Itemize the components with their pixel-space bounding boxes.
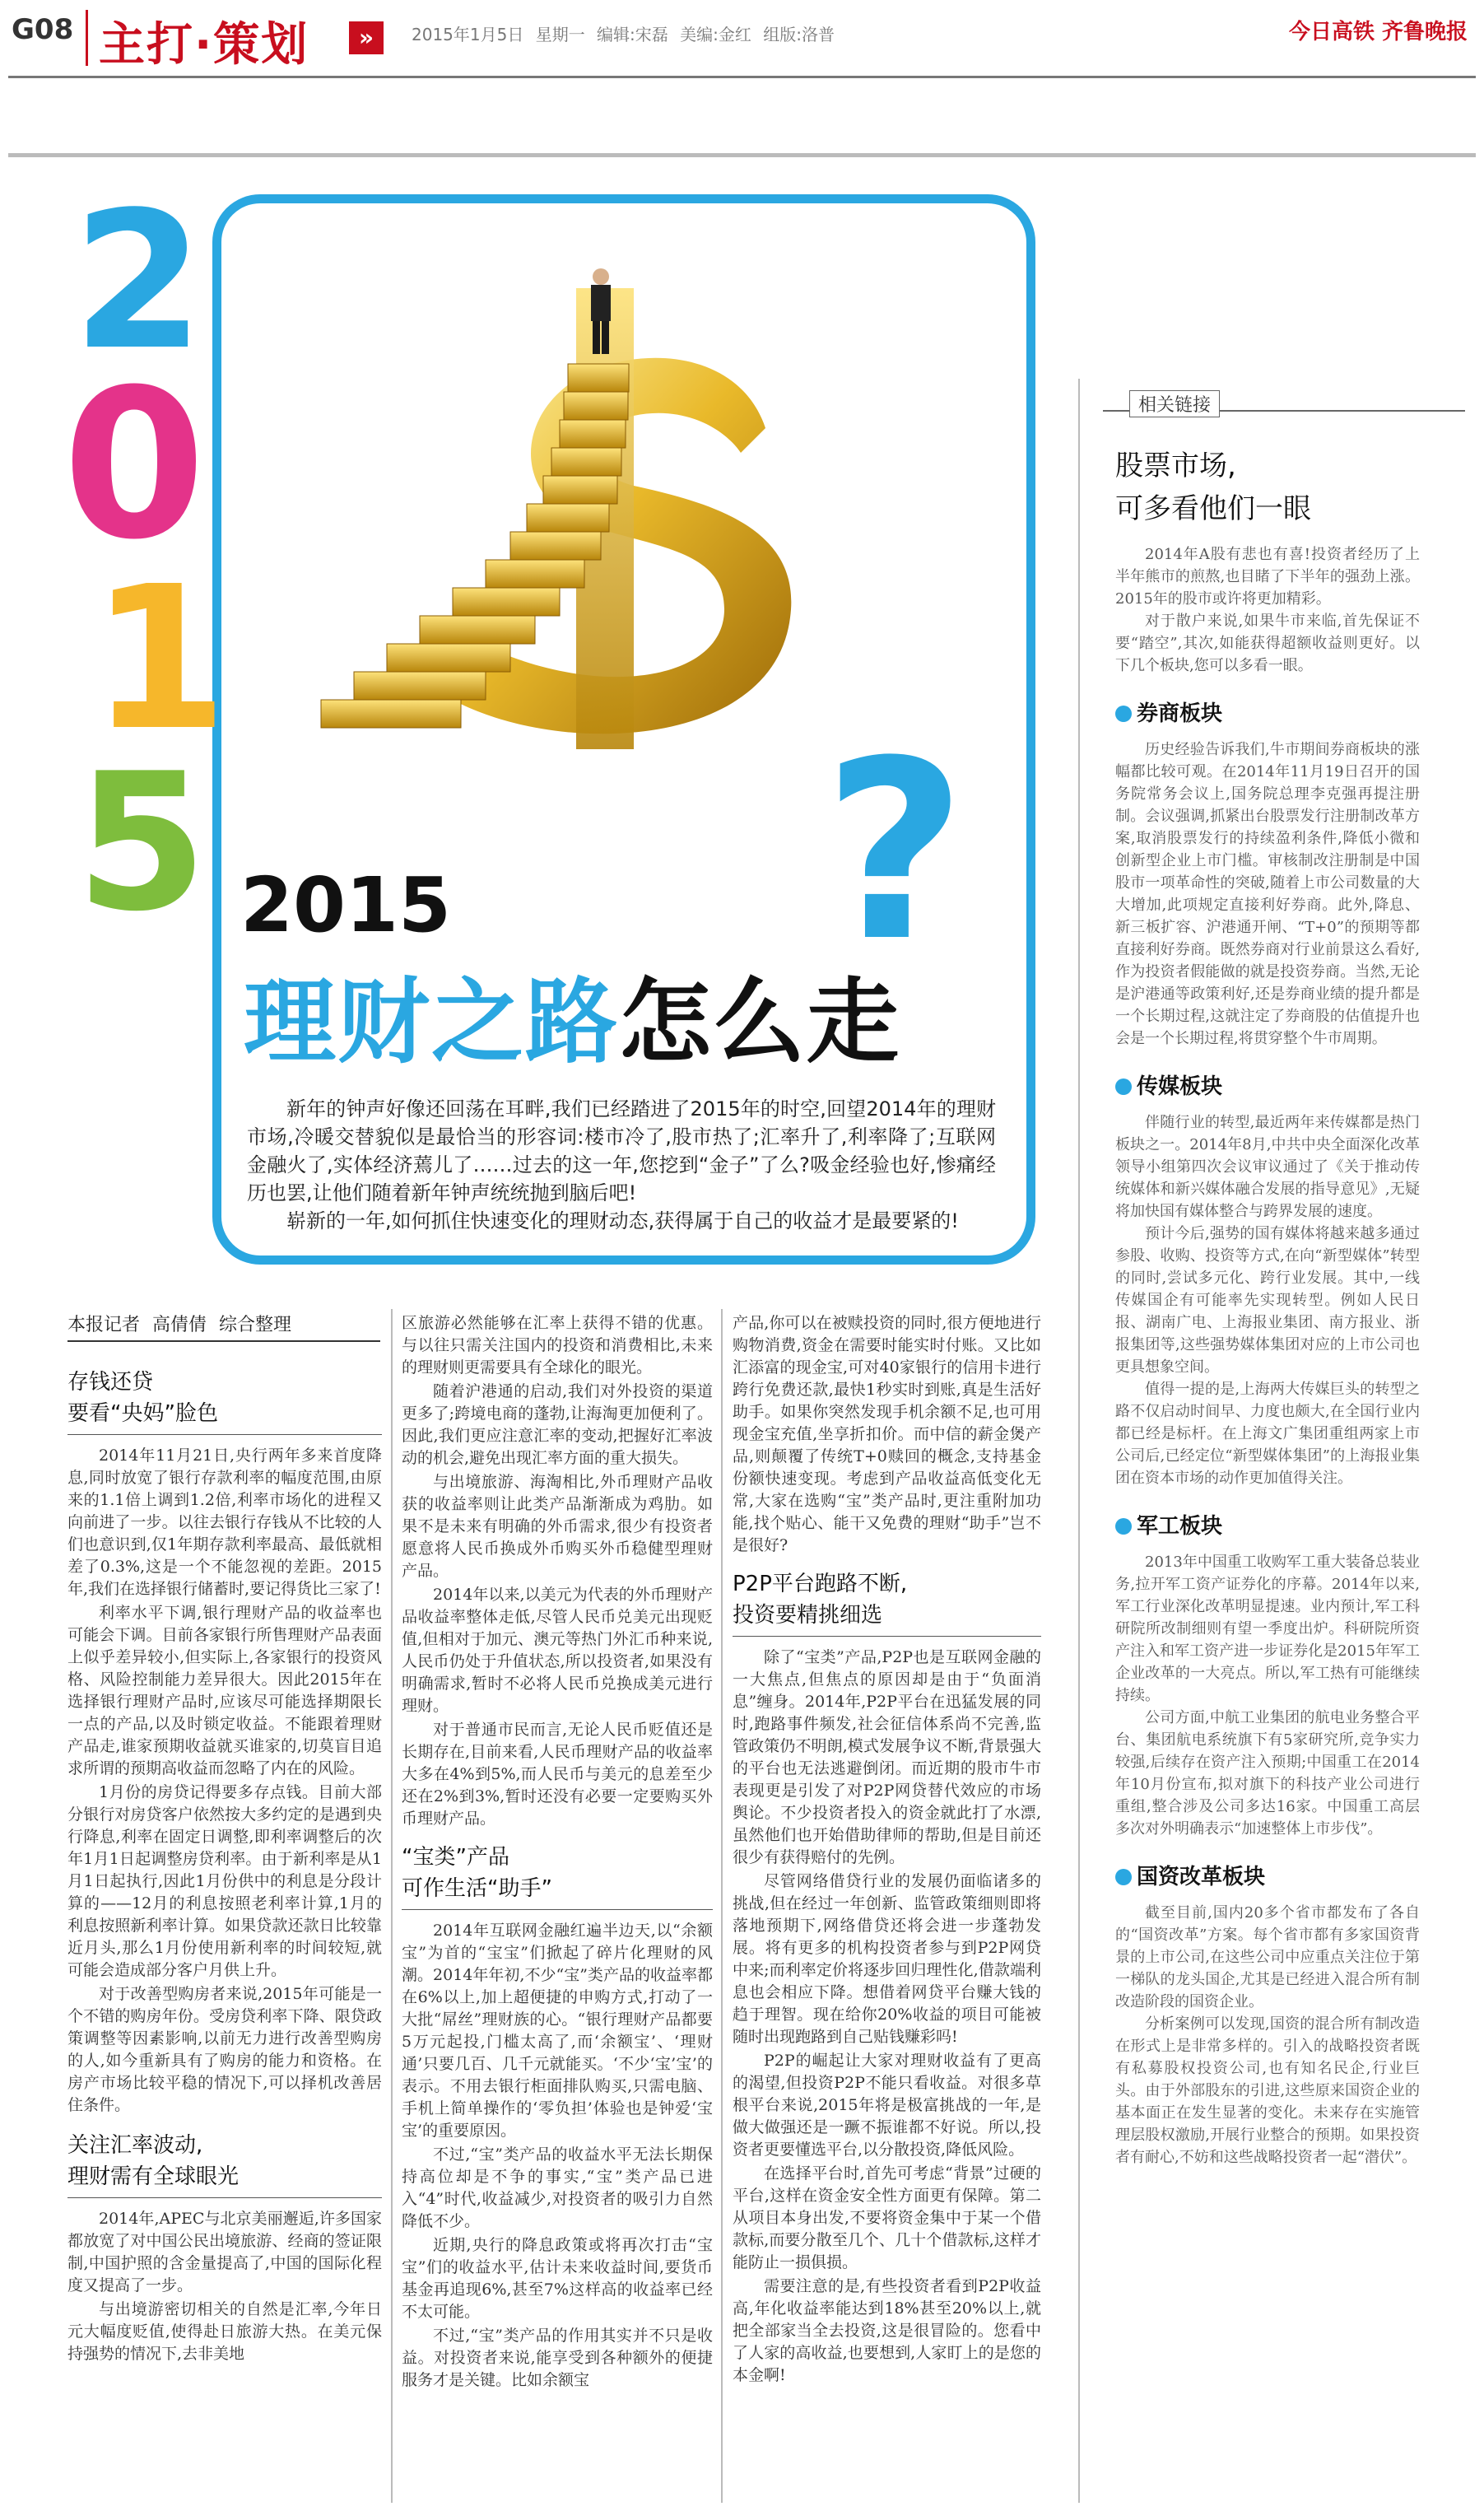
- bullet-dot-icon: [1115, 1518, 1132, 1535]
- sidebar-subheading: 券商板块: [1115, 696, 1420, 727]
- paragraph: 需要注意的是,有些投资者看到P2P收益高,年化收益率能达到18%甚至20%以上,就把全部家当全去投资,这是很冒险的。您看中了人家的高收益,也要想到,人家盯上的是您的本金啊!: [733, 2277, 1041, 2384]
- intro-paragraph: 新年的钟声好像还回荡在耳畔,我们已经踏进了2015年的时空,回望2014年的理财市场,冷暖交替貌似是最恰当的形容词:楼市冷了,股市热了;汇率升了,利率降了;互联网金融火了,实体经济蔫儿了……过去的这一年,您挖到“金子”了么?吸金经验也好,惨痛经历也罢,让他们随着新年钟声统统抛到脑后吧!: [247, 1097, 996, 1204]
- header-meta: 2015年1月5日 星期一 编辑:宋磊 美编:金红 组版:洛普: [412, 25, 835, 44]
- sidebar-section: 截至目前,国内20多个省市都发布了各自的“国资改革”方案。每个省市都有多家国资背景的上市公司,在这些公司中应重点关注位于第一梯队的龙头国企,尤其是已经进入混合所有制改造阶段的国资企业。 分析案例可以发现,国资的混合所有制改造在形式上是非常多样的。引入的战略投资者既有私募股权投资公司,也有知名民企,行业巨头。由于外部股东的引进,这些原来国资企业的基本面正在发生显著的变化。未来存在实施管理层股权激励,开展行业整合的预期。如果投资者有耐心,不妨和这些战略投资者一起“潜伏”。: [1115, 1904, 1420, 2166]
- column-divider: [391, 1309, 393, 2503]
- paragraph: 在选择平台时,首先可考虑“背景”过硬的平台,这样在资金安全性方面更有保障。第二从项目本身出发,不要将资金集中于某一个借款标,而要分散至几个、几十个借款标,这样才能防止一损俱损。: [733, 2164, 1041, 2271]
- bullet-dot-icon: [1115, 1869, 1132, 1885]
- paragraph: 与出境旅游、海淘相比,外币理财产品收获的收益率则让此类产品渐渐成为鸡肋。如果不是未来有明确的外币需求,很少有投资者愿意将人民币换成外币购买外币稳健型理财产品。: [402, 1473, 713, 1580]
- headline-year: 2015: [240, 861, 452, 949]
- paragraph: 对于改善型购房者来说,2015年可能是一个不错的购房年份。受房贷利率下降、限贷政策调整等因素影响,以前无力进行改善型购房的人,如今重新具有了购房的能力和资格。在房产市场比较平稳的情况下,可以择机改善居住条件。: [67, 1985, 382, 2114]
- paragraph: 区旅游必然能够在汇率上获得不错的优惠。与以往只需关注国内的投资和消费相比,未来的理财则更需要具有全球化的眼光。: [402, 1314, 713, 1377]
- column-divider: [721, 1309, 723, 2503]
- question-mark: ?: [823, 708, 967, 995]
- gold-dollar-stairs-illustration: [263, 255, 856, 766]
- paragraph: 不过,“宝”类产品的作用其实并不只是收益。对投资者来说,能享受到各种额外的便捷服务才是关键。比如余额宝: [402, 2327, 713, 2389]
- paragraph: 除了“宝类”产品,P2P也是互联网金融的一大焦点,但焦点的原因却是由于“负面消息”缠身。2014年,P2P平台在迅猛发展的同时,跑路事件频发,社会征信体系尚不完善,监管政策仍不明朗,模式发展争议不断,背景强大的平台也无法逃避倒闭。而近期的股市牛市表现更是引发了对P2P网贷替代效应的市场舆论。不少投资者投入的资金就此打了水漂,虽然他们也开始借助律师的帮助,但是目前还很少有获得赔付的先例。: [733, 1648, 1041, 1866]
- header-bar: [86, 10, 88, 66]
- feature-intro: [247, 1095, 996, 1235]
- headline-blue: 理财之路: [244, 969, 619, 1076]
- section-arrow-icon: »: [349, 21, 384, 54]
- page-number: G08: [12, 13, 74, 46]
- sidebar-body: [1115, 543, 1420, 2169]
- paragraph: 产品,你可以在被赎投资的同时,很方便地进行购物消费,资金在需要时能实时付账。又比如汇添富的现金宝,可对40家银行的信用卡进行跨行免费还款,最快1秒实时到账,真是生活好助手。如果你突然发现手机余额不足,也可用现金宝充值,坐享折扣价。而中信的薪金煲产品,则颠覆了传统T+0赎回的概念,支持基金份额快速变现。考虑到产品收益高低变化无常,大家在选购“宝”类产品时,更注重附加功能,找个贴心、能干又免费的理财“助手”岂不是很好?: [733, 1314, 1041, 1554]
- header-divider: [8, 76, 1476, 78]
- bullet-dot-icon: [1115, 706, 1132, 722]
- digit-0: 0: [63, 345, 206, 585]
- header-divider-lower: [8, 153, 1476, 157]
- bullet-dot-icon: [1115, 1078, 1132, 1095]
- paragraph: 不过,“宝”类产品的收益水平无法长期保持高位却是不争的事实,“宝”类产品已进入“4”时代,收益减少,对投资者的吸引力自然降低不少。: [402, 2145, 713, 2230]
- sidebar-subheading: 传媒板块: [1115, 1069, 1420, 1100]
- intro-paragraph: 崭新的一年,如何抓住快速变化的理财动态,获得属于自己的收益才是最要紧的!: [286, 1209, 959, 1232]
- digit-5: 5: [76, 734, 208, 953]
- article-column-1: [67, 1358, 382, 2367]
- paragraph: 随着沪港通的启动,我们对外投资的渠道更多了;跨境电商的蓬勃,让海淘更加便利了。因此,我们更应注意汇率的变动,把握好汇率波动的机会,避免出现汇率方面的重大损失。: [402, 1382, 713, 1467]
- byline: 本报记者 高倩倩 综合整理: [67, 1315, 291, 1335]
- headline-black: 怎么走: [619, 969, 900, 1076]
- paragraph: 尽管网络借贷行业的发展仍面临诸多的挑战,但在经过一年创新、监管政策细则即将落地预期下,网络借贷还将会进一步蓬勃发展。将有更多的机构投资者参与到P2P网贷中来;而利率定价将逐步回归理性化,借款端利息也会相应下降。想借着网贷平台赚大钱的趋于理智。现在给你20%收益的项目可能被随时出现跑路到自己贴钱赚彩吗!: [733, 1872, 1041, 2046]
- sidebar-label: 相关链接: [1129, 390, 1220, 417]
- masthead-right: 今日高铁 齐鲁晚报: [1288, 20, 1468, 44]
- subheading: P2P平台跑路不断, 投资要精挑细选: [733, 1572, 908, 1628]
- paragraph: P2P的崛起让大家对理财收益有了更高的渴望,但投资P2P不能只看收益。对很多草根平台来说,2015年将是极富挑战的一年,是做大做强还是一蹶不振谁都不好说。所以,投资者更要懂选平台,以分散投资,降低风险。: [733, 2052, 1041, 2159]
- sidebar-subheading: 军工板块: [1115, 1509, 1420, 1540]
- subheading: “宝类”产品 可作生活“助手”: [402, 1845, 552, 1901]
- sidebar-title: 股票市场, 可多看他们一眼: [1115, 450, 1311, 525]
- headline: [244, 948, 900, 1081]
- article-column-3: [733, 1312, 1041, 2388]
- paragraph: 2014年互联网金融红遍半边天,以“余额宝”为首的“宝宝”们掀起了碎片化理财的风潮。2014年年初,不少“宝”类产品的收益率都在6%以上,加上超便捷的申购方式,打动了一大批“屌丝”理财族的心。“银行理财产品都要5万元起投,门槛太高了,而‘余额宝’、‘理财通’只要几百、几千元就能买。‘不少‘宝’宝’的表示。不用去银行柜面排队购买,只需电脑、手机上简单操作的‘零负担’体验也是钟爱‘宝宝’的重要原因。: [402, 1922, 713, 2140]
- section-title: 主打·策划: [99, 18, 309, 72]
- digit-1: 1: [91, 543, 228, 774]
- sidebar-section: 2013年中国重工收购军工重大装备总装业务,拉开军工资产证券化的序幕。2014年以来,军工行业深化改革明显提速。业内预计,军工科研院所改制细则有望一季度出炉。科研院所资产注入和军工资产进一步证券化是2015年军工企业改革的一大亮点。所以,军工热有可能继续持续。 公司方面,中航工业集团的航电业务整合平台、集团航电系统旗下有5家研究所,竞争实力较强,后续存在资产注入预期;中国重工在2014年10月份宣布,拟对旗下的科技产业公司进行重组,整合涉及公司多达16家。中国重工高层多次对外明确表示“加速整体上市步伐”。: [1115, 1554, 1420, 1838]
- sidebar-section: 历史经验告诉我们,牛市期间券商板块的涨幅都比较可观。在2014年11月19日召开的国务院常务会议上,国务院总理李克强再提注册制。会议强调,抓紧出台股票发行注册制改革方案,取消股票发行的持续盈利条件,降低小微和创新型企业上市门槛。审核制改注册制是中国股市一项革命性的突破,随着上市公司数量的大大增加,此项规定直接利好券商。此外,降息、新三板扩容、沪港通开闸、“T+0”的预期等都直接利好券商。既然券商对行业前景这么看好,作为投资者假能做的就是投资券商。当然,无论是沪港通等政策利好,还是券商业绩的提升都是一个长期过程,这就注定了券商股的估值提升也会是一个长期过程,将贯穿整个牛市周期。: [1115, 741, 1420, 1047]
- subheading-rule: [67, 2197, 382, 2198]
- byline-rule: [67, 1340, 380, 1342]
- paragraph: 2014年11月21日,央行两年多来首度降息,同时放宽了银行存款利率的幅度范围,由原来的1.1倍上调到1.2倍,利率市场化的进程又向前进了一步。以往去银行存钱从不比较的人们也意识到,仅1年期存款利率最高、最低就相差了0.3%,这是一个不能忽视的差距。2015年,我们在选择银行储蓄时,要记得货比三家了!: [67, 1447, 382, 1598]
- subheading: 存钱还贷 要看“央妈”脸色: [67, 1370, 218, 1426]
- paragraph: 利率水平下调,银行理财产品的收益率也可能会下调。目前各家银行所售理财产品表面上似乎差异较小,但实际上,各家银行的投资风格、风险控制能力差异很大。因此2015年在选择银行理财产品时,应该尽可能选择期限长一点的产品,以及时锁定收益。不能跟着理财产品走,谁家预期收益就买谁家的,切莫盲目追求所谓的预期高收益而忽略了内在的风险。: [67, 1604, 382, 1777]
- paragraph: 2014年,APEC与北京美丽邂逅,许多国家都放宽了对中国公民出境旅游、经商的签证限制,中国护照的含金量提高了,中国的国际化程度又提高了一步。: [67, 2210, 382, 2294]
- subheading-rule: [67, 1434, 382, 1435]
- paragraph: 2014年以来,以美元为代表的外币理财产品收益率整体走低,尽管人民币兑美元出现贬值,但相对于加元、澳元等热门外汇币种来说,人民币仍处于升值状态,所以投资者,如果没有明确需求,暂时不必将人民币兑换成美元进行理财。: [402, 1586, 713, 1715]
- subheading: 关注汇率波动, 理财需有全球眼光: [67, 2133, 240, 2189]
- paragraph: 与出境游密切相关的自然是汇率,今年日元大幅度贬值,使得赴日旅游大热。在美元保持强势的情况下,去非美地: [67, 2300, 382, 2363]
- subheading-rule: [733, 1636, 1041, 1637]
- column-divider: [1078, 379, 1080, 2503]
- paragraph: 近期,央行的降息政策或将再次打击“宝宝”们的收益水平,估计未来收益时间,要货币基金再追现6%,甚至7%这样高的收益率已经不太可能。: [402, 2236, 713, 2321]
- paragraph: 1月份的房贷记得要多存点钱。目前大部分银行对房贷客户依然按大多约定的是遇到央行降息,利率在固定日调整,即利率调整后的次年1月1日起调整房贷利率。由于新利率是从1月1日起执行,因此1月份供中的利息是分段计算的——12月的利息按照老利率计算,1月的利息按照新利率计算。如果贷款还款日比较靠近月头,那么1月份使用新利率的时间较短,就可能会造成部分客户月供上升。: [67, 1783, 382, 1979]
- sidebar-subheading: 国资改革板块: [1115, 1860, 1420, 1890]
- sidebar-section: 伴随行业的转型,最近两年来传媒都是热门板块之一。2014年8月,中共中央全面深化改革领导小组第四次会议审议通过了《关于推动传统媒体和新兴媒体融合发展的指导意见》,无疑将加快国有媒体整合与跨界发展的速度。 预计今后,强势的国有媒体将越来越多通过参股、收购、投资等方式,在向“新型媒体”转型的同时,尝试多元化、跨行业发展。其中,一线传媒国企有可能率先实现转型。例如人民日报、湖南广电、上海报业集团、南方报业、浙报集团等,这些强势媒体集团对应的上市公司也更具想象空间。 值得一提的是,上海两大传媒巨头的转型之路不仅启动时间早、力度也颇大,在全国行业内都已经是标杆。在上海文广集团重组两家上市公司后,已经定位“新型媒体集团”的上海报业集团在资本市场的动作更加值得关注。: [1115, 1114, 1420, 1487]
- sidebar-intro: 2014年A股有悲也有喜!投资者经历了上半年熊市的煎熬,也目睹了下半年的强劲上涨。2015年的股市或许将更加精彩。 对于散户来说,如果牛市来临,首先保证不要“踏空”,其次,如能获得超额收益则更好。以下几个板块,您可以多看一眼。: [1115, 546, 1420, 674]
- digit-2: 2: [72, 172, 205, 392]
- subheading-rule: [402, 1909, 713, 1910]
- article-column-2: [402, 1312, 713, 2393]
- paragraph: 对于普通市民而言,无论人民币贬值还是长期存在,目前来看,人民币理财产品的收益率大多在4%到5%,而人民币与美元的息差至少还在2%到3%,暂时还没有必要一定要购买外币理财产品。: [402, 1721, 713, 1828]
